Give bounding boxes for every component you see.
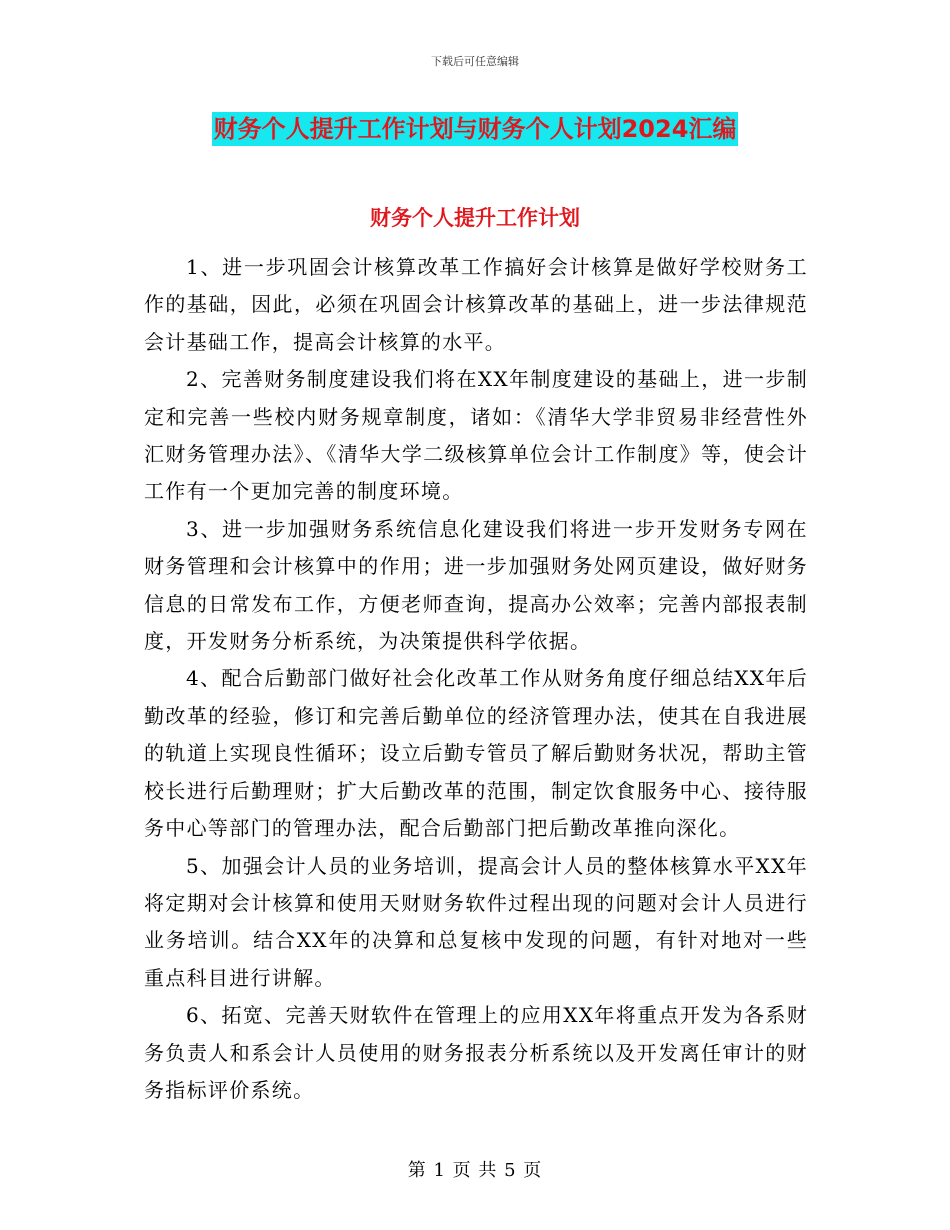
- paragraph-2: 2、完善财务制度建设我们将在XX年制度建设的基础上，进一步制定和完善一些校内财务规章制度，诸如：《清华大学非贸易非经营性外汇财务管理办法》、《清华大学二级核算单位会计工作制度》等，使会计工作有一个更加完善的制度环境。: [144, 367, 808, 504]
- header-note: 下载后可任意编辑: [431, 55, 519, 68]
- paragraph-5: 5、加强会计人员的业务培训，提高会计人员的整体核算水平XX年将定期对会计核算和使用天财财务软件过程出现的问题对会计人员进行业务培训。结合XX年的决算和总复核中发现的问题，有针对地对一些重点科目进行讲解。: [144, 853, 808, 990]
- main-title: 财务个人提升工作计划与财务个人计划2024汇编: [212, 112, 739, 146]
- document-body: [144, 249, 808, 1109]
- paragraph-3: 3、进一步加强财务系统信息化建设我们将进一步开发财务专网在财务管理和会计核算中的作用；进一步加强财务处网页建设，做好财务信息的日常发布工作，方便老师查询，提高办公效率；完善内部报表制度，开发财务分析系统，为决策提供科学依据。: [144, 516, 808, 654]
- paragraph-4: 4、配合后勤部门做好社会化改革工作从财务角度仔细总结XX年后勤改革的经验，修订和完善后勤单位的经济管理办法，使其在自我进展的轨道上实现良性循环；设立后勤专管员了解后勤财务状况，帮助主管校长进行后勤理财；扩大后勤改革的范围，制定饮食服务中心、接待服务中心等部门的管理办法，配合后勤部门把后勤改革推向深化。: [144, 666, 808, 841]
- page-footer: 第 1 页 共 5 页: [407, 1160, 543, 1181]
- paragraph-6: 6、拓宽、完善天财软件在管理上的应用XX年将重点开发为各系财务负责人和系会计人员使用的财务报表分析系统以及开发离任审计的财务指标评价系统。: [144, 1003, 808, 1102]
- main-title-container: [0, 112, 950, 146]
- section-title: 财务个人提升工作计划: [370, 206, 580, 230]
- paragraph-1: 1、进一步巩固会计核算改革工作搞好会计核算是做好学校财务工作的基础，因此，必须在巩固会计核算改革的基础上，进一步法律规范会计基础工作，提高会计核算的水平。: [144, 255, 808, 354]
